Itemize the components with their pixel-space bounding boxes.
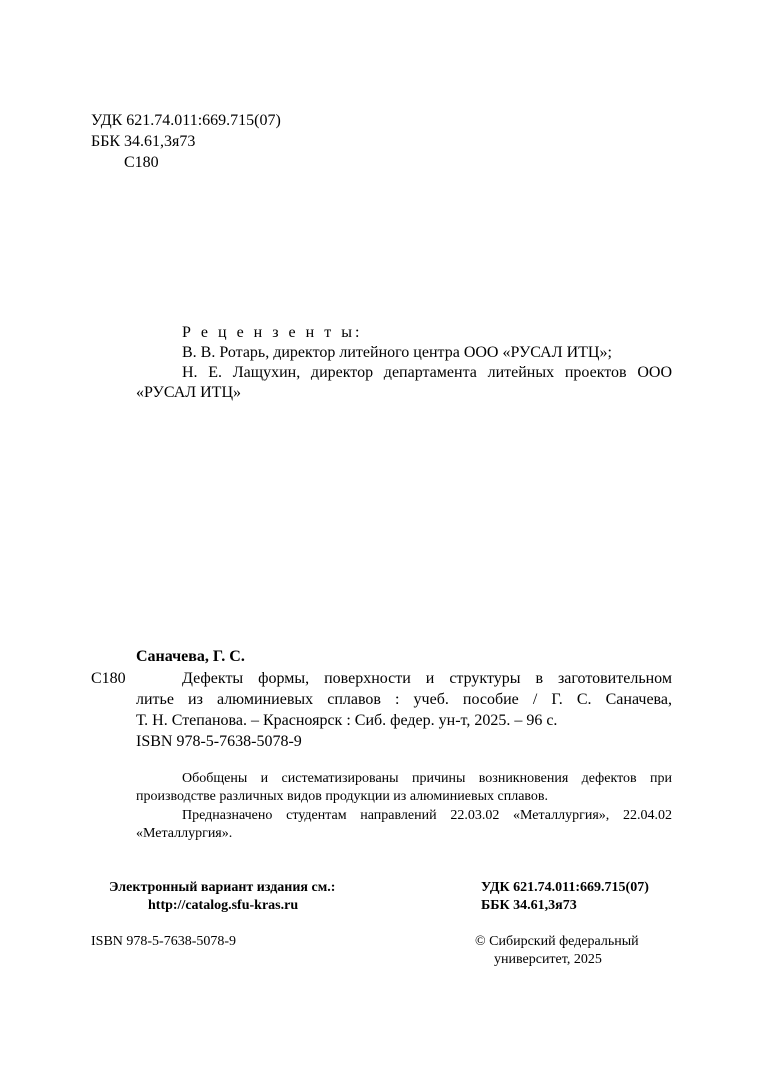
catalog-url[interactable]: http://catalog.sfu-kras.ru bbox=[148, 898, 299, 913]
footer-isbn: ISBN 978-5-7638-5078-9 bbox=[91, 934, 237, 949]
header-bbk: ББК 34.61,3я73 bbox=[91, 133, 196, 150]
catalog-isbn: ISBN 978-5-7638-5078-9 bbox=[136, 733, 302, 750]
catalog-author: Саначева, Г. С. bbox=[136, 648, 245, 665]
reviewer-1: В. В. Ротарь, директор литейного центра ООО «РУСАЛ ИТЦ»; bbox=[182, 344, 612, 361]
footer-bbk: ББК 34.61,3я73 bbox=[481, 898, 577, 913]
reviewer-2: Н. Е. Лащухин, директор департамента литейных проектов ООО bbox=[182, 364, 672, 381]
copyright-line-1: © Сибирский федеральный bbox=[475, 934, 639, 949]
catalog-line-3: Т. Н. Степанова. – Красноярск : Сиб. федер. ун-т, 2025. – 96 с. bbox=[136, 712, 558, 729]
catalog-line-2: литье из алюминиевых сплавов : учеб. пособие / Г. С. Саначева, bbox=[136, 691, 672, 708]
annotation-line-3: Предназначено студентам направлений 22.03.02 «Металлургия», 22.04.02 bbox=[182, 808, 672, 823]
catalog-line-1: Дефекты формы, поверхности и структуры в заготовительном bbox=[182, 670, 672, 687]
copyright-line-2: университет, 2025 bbox=[494, 952, 602, 967]
catalog-code: С180 bbox=[91, 670, 126, 687]
header-code: С180 bbox=[124, 154, 159, 171]
electronic-version-label: Электронный вариант издания см.: bbox=[109, 880, 336, 895]
annotation-line-2: производстве различных видов продукции из алюминиевых сплавов. bbox=[136, 789, 549, 804]
header-udk: УДК 621.74.011:669.715(07) bbox=[91, 112, 281, 129]
reviewer-2-continued: «РУСАЛ ИТЦ» bbox=[136, 384, 241, 401]
footer-udk: УДК 621.74.011:669.715(07) bbox=[481, 880, 649, 895]
annotation-line-4: «Металлургия». bbox=[136, 826, 233, 841]
reviewers-heading: Р е ц е н з е н т ы: bbox=[182, 324, 363, 341]
annotation-line-1: Обобщены и систематизированы причины возникновения дефектов при bbox=[182, 771, 672, 786]
